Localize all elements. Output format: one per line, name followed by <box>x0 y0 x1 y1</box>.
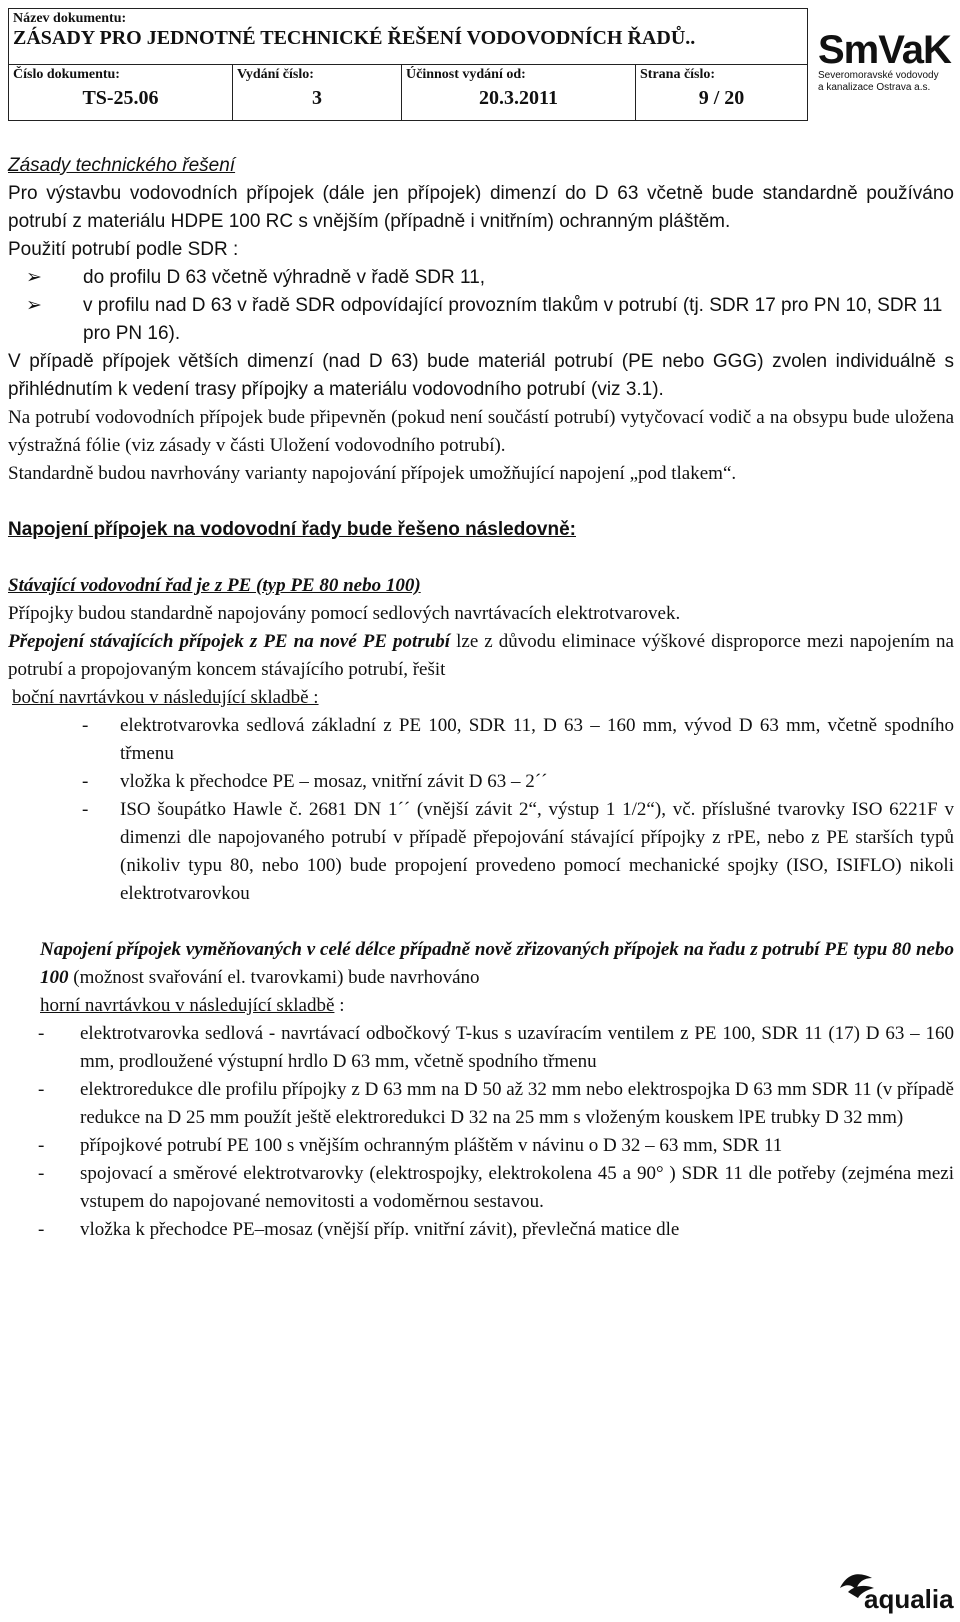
smvak-logo-sub1: Severomoravské vodovody <box>818 70 939 81</box>
top-tapping-list <box>8 1020 954 1244</box>
page-number-label: Strana číslo: <box>640 67 716 82</box>
page-number-cell <box>636 65 808 121</box>
top-tapping-label: horní navrtávkou v následující skladbě : <box>40 995 345 1016</box>
paragraph-saddle-fittings: Přípojky budou standardně napojovány pomocí sedlových navrtávacích elektrotvarovek. <box>8 603 681 624</box>
reconnection-bold: Přepojení stávajících přípojek z PE na nové PE potrubí <box>8 631 451 652</box>
document-number-cell <box>9 65 233 121</box>
side-tapping-list <box>8 712 954 908</box>
paragraph-larger-dimensions: V případě přípojek větších dimenzí (nad D 63) bude materiál potrubí (PE nebo GGG) zvolen individuálně s přihlédnutím k vedení trasy přípojky a materiálu vodovodního potrubí (viz 3.1). <box>8 351 954 400</box>
list-item: ➢ v profilu nad D 63 v řadě SDR odpovídající provozním tlakům v potrubí (tj. SDR 17 pro PN 10, SDR 11 pro PN 16). <box>8 292 954 348</box>
list-item: - ISO šoupátko Hawle č. 2681 DN 1´´ (vnější závit 2“, výstup 1 1/2“), vč. příslušné tvarovky ISO 6221F v dimenzi dle napojovaného potrubí v případě přepojování stávající přípojky z rPE, nebo z PE starších typů (nikoliv typu 80, nebo 100) bude propojení provedeno pomocí mechanické spojky (ISO, ISIFLO) nikoli elektrotvarovkou <box>82 799 954 904</box>
issue-cell <box>233 65 402 121</box>
effective-label: Účinnost vydání od: <box>406 67 526 82</box>
header-table <box>8 8 808 121</box>
paragraph-replacement: Napojení přípojek vyměňovaných v celé délce případně nově zřizovaných přípojek na řadu z potrubí PE typu 80 nebo 100 (možnost svařování el. tvarovkami) bude navrhováno <box>40 939 954 988</box>
list-item: - elektrotvarovka sedlová - navrtávací odbočkový T-kus s uzavíracím ventilem z PE 100, SDR 11 (17) D 63 – 160 mm, prodloužené výstupní hrdlo D 63 mm, včetně spodního třmenu <box>38 1023 954 1072</box>
document-name-label: Název dokumentu: <box>13 11 127 26</box>
list-item: - elektroredukce dle profilu přípojky z D 63 mm na D 50 až 32 mm nebo elektrospojka D 63 mm SDR 11 (v případě redukce na D 25 mm použít ještě elektroredukci D 32 na 25 mm s vloženým kouskem lPE trubky D 32 mm) <box>38 1079 954 1128</box>
paragraph-pressure-connection: Standardně budou navrhovány varianty napojování přípojek umožňující napojení „pod tlakem“. <box>8 463 737 484</box>
document-number-label: Číslo dokumentu: <box>13 67 120 82</box>
list-item: - spojovací a směrové elektrotvarovky (elektrospojky, elektrokolena 45 a 90° ) SDR 11 dle potřeby (zejména mezi vstupem do napojované nemovitosti a vodoměrnou sestavou. <box>38 1163 954 1212</box>
page-number-value: 9 / 20 <box>698 87 745 109</box>
paragraph-reconnection: Přepojení stávajících přípojek z PE na nové PE potrubí lze z důvodu eliminace výškové disproporce mezi napojením na potrubí a propojovaným koncem stávajícího potrubí, řešit <box>8 631 954 680</box>
document-name-value: ZÁSADY PRO JEDNOTNÉ TECHNICKÉ ŘEŠENÍ VODOVODNÍCH ŘADŮ.. <box>13 27 696 49</box>
side-tapping-label: boční navrtávkou v následující skladbě : <box>12 687 319 708</box>
issue-label: Vydání číslo: <box>237 67 314 82</box>
list-item: - vložka k přechodce PE–mosaz (vnější příp. vnitřní závit), převlečná matice dle <box>38 1219 680 1240</box>
list-item: ➢ do profilu D 63 včetně výhradně v řadě SDR 11, <box>8 264 954 292</box>
subheading-existing-pe: Stávající vodovodní řad je z PE (typ PE 80 nebo 100) <box>8 575 421 596</box>
document-name-cell <box>9 9 808 65</box>
document-header <box>8 8 952 120</box>
heading-connection: Napojení přípojek na vodovodní řady bude řešeno následovně: <box>8 519 576 540</box>
section-title: Zásady technického řešení <box>8 155 236 176</box>
paragraph-tracer-wire: Na potrubí vodovodních přípojek bude připevněn (pokud není součástí potrubí) vytyčovací vodič a na obsypu bude uložena výstražná fólie (viz zásady v části Uložení vodovodního potrubí). <box>8 407 954 456</box>
paragraph-sdr: Použití potrubí podle SDR : <box>8 239 239 260</box>
smvak-logo-sub2: a kanalizace Ostrava a.s. <box>818 82 931 93</box>
paragraph-intro: Pro výstavbu vodovodních přípojek (dále jen přípojek) dimenzí do D 63 včetně bude standardně používáno potrubí z materiálu HDPE 100 RC s vnějším (případně i vnitřním) ochranným pláštěm. <box>8 183 954 232</box>
list-item: - elektrotvarovka sedlová základní z PE 100, SDR 11, D 63 – 160 mm, vývod D 63 mm, včetně spodního třmenu <box>82 715 954 764</box>
sdr-bullet-list <box>8 264 954 348</box>
replacement-bold: Napojení přípojek vyměňovaných v celé délce případně nově zřizovaných přípojek na řadu z potrubí PE typu 80 nebo 100 <box>40 939 954 988</box>
aqualia-logo-text: aqualia <box>864 1584 954 1614</box>
arrow-bullet-icon: ➢ <box>26 295 42 316</box>
smvak-logo <box>818 30 958 94</box>
document-number-value: TS-25.06 <box>82 87 159 109</box>
arrow-bullet-icon: ➢ <box>26 267 42 288</box>
list-item: - vložka k přechodce PE – mosaz, vnitřní závit D 63 – 2´´ <box>82 771 548 792</box>
aqualia-logo <box>838 1570 954 1618</box>
issue-value: 3 <box>312 87 322 109</box>
effective-value: 20.3.2011 <box>479 87 558 109</box>
smvak-logo-name: SmVaK <box>818 28 951 72</box>
list-item: - přípojkové potrubí PE 100 s vnějším ochranným pláštěm v návinu o D 32 – 63 mm, SDR 11 <box>38 1135 783 1156</box>
document-body <box>8 152 954 1244</box>
effective-cell <box>402 65 636 121</box>
